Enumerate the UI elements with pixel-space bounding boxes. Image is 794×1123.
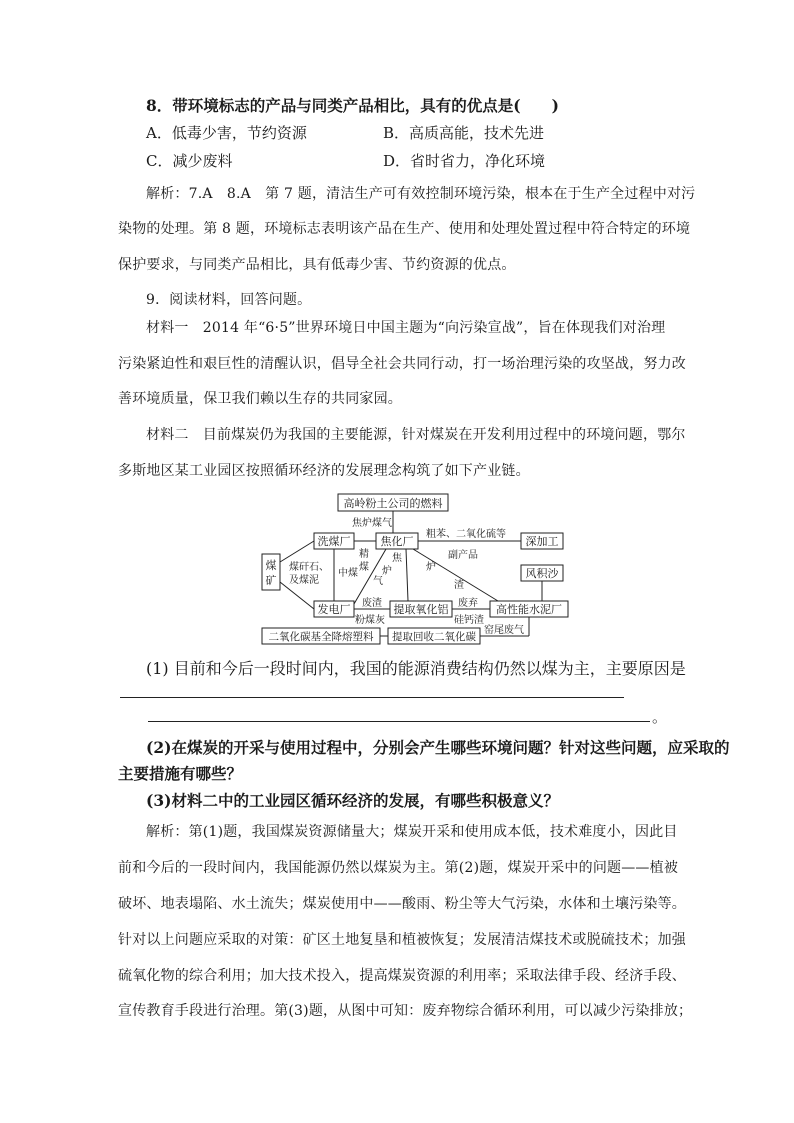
label-zha: 渣 bbox=[454, 580, 464, 591]
material-two-line: 材料二 目前煤炭仍为我国的主要能源，针对煤炭在开发利用过程中的环境问题，鄂尔 bbox=[146, 427, 686, 443]
analysis-line: 解析：第(1)题，我国煤炭资源储量大；煤炭开采和使用成本低，技术难度小，因此目 bbox=[146, 824, 678, 840]
label-coke-oven-gas: 焦炉煤气 bbox=[352, 518, 392, 529]
label-middle-coal: 中煤 bbox=[338, 568, 358, 579]
box-power-plant bbox=[314, 601, 354, 617]
label-waste-slag: 废渣 bbox=[362, 598, 382, 609]
box-co2-recovery bbox=[388, 628, 480, 644]
label-fuchanpin: 副产品 bbox=[448, 550, 478, 561]
q9-part3-stem: (3)材料二中的工业园区循环经济的发展，有哪些积极意义？ bbox=[146, 791, 559, 810]
svg-text:煤: 煤 bbox=[265, 559, 277, 572]
box-wind-sand bbox=[521, 565, 563, 581]
box-coal-mine bbox=[262, 554, 280, 590]
q8-stem: 8．带环境标志的产品与同类产品相比，具有的优点是( ) bbox=[146, 96, 559, 115]
box-deep-processing bbox=[521, 533, 563, 549]
answer-blank-line[interactable] bbox=[120, 697, 624, 698]
label-jiao: 焦 bbox=[392, 553, 402, 564]
material-two-line: 多斯地区某工业园区按照循环经济的发展理念构筑了如下产业链。 bbox=[118, 463, 530, 479]
svg-text:提取氧化铝: 提取氧化铝 bbox=[393, 603, 449, 616]
svg-text:焦化厂: 焦化厂 bbox=[380, 535, 414, 548]
q9-stem: 9．阅读材料，回答问题。 bbox=[146, 292, 312, 308]
industrial-chain-diagram bbox=[258, 492, 578, 648]
box-coal-washing-plant bbox=[314, 533, 354, 549]
q8-option-d: D．省时省力，净化环境 bbox=[383, 152, 546, 170]
q8-option-c: C．减少废料 bbox=[146, 152, 233, 170]
box-degradable-plastic bbox=[262, 628, 380, 644]
analysis-line: 保护要求，与同类产品相比，具有低毒少害、节约资源的优点。 bbox=[118, 257, 516, 273]
label-kiln-tail-gas: 窑尾废气 bbox=[484, 625, 524, 636]
analysis-line: 解析：7.A 8.A 第 7 题，清洁生产可有效控制环境污染，根本在于生产全过程中对污 bbox=[146, 186, 696, 202]
material-one-line: 材料一 2014 年“6·5”世界环境日中国主题为“向污染宣战”，旨在体现我们对治理 bbox=[146, 320, 666, 336]
label-mei: 煤 bbox=[359, 562, 369, 573]
label-discard: 废弃 bbox=[458, 598, 478, 609]
svg-text:高岭粉土公司的燃料: 高岭粉土公司的燃料 bbox=[343, 497, 443, 510]
label-gangue-mud: 及煤泥 bbox=[289, 575, 319, 586]
label-lu-left: 炉 bbox=[382, 566, 392, 577]
analysis-line: 前和今后的一段时间内，我国能源仍然以煤炭为主。第(2)题，煤炭开采中的问题——植被 bbox=[118, 860, 679, 876]
svg-text:高性能水泥厂: 高性能水泥厂 bbox=[496, 603, 562, 616]
q9-part2-line: (2)在煤炭的开采与使用过程中，分别会产生哪些环境问题？针对这些问题，应采取的 bbox=[146, 738, 730, 757]
svg-text:深加工: 深加工 bbox=[525, 535, 559, 548]
label-gangue: 煤矸石、 bbox=[289, 562, 329, 573]
box-cement-plant bbox=[490, 601, 568, 617]
q9-part1-stem: (1) 目前和今后一段时间内，我国的能源消费结构仍然以煤为主，主要原因是 bbox=[146, 659, 686, 678]
q8-option-a: A．低毒少害，节约资源 bbox=[146, 124, 307, 142]
analysis-line: 针对以上问题应采取的对策：矿区土地复垦和植被恢复；发展清洁煤技术或脱硫技术；加强 bbox=[118, 932, 686, 948]
box-top-fuel bbox=[338, 494, 448, 511]
answer-blank-line[interactable] bbox=[148, 721, 650, 722]
q9-part2-line: 主要措施有哪些？ bbox=[118, 764, 243, 783]
svg-text:提取回收二氧化碳: 提取回收二氧化碳 bbox=[392, 631, 476, 643]
svg-text:风积沙: 风积沙 bbox=[525, 567, 559, 580]
analysis-line: 染物的处理。第 8 题，环境标志表明该产品在生产、使用和处理处置过程中符合特定的环境 bbox=[118, 221, 691, 237]
material-one-line: 善环境质量，保卫我们赖以生存的共同家园。 bbox=[118, 391, 402, 407]
svg-text:洗煤厂: 洗煤厂 bbox=[317, 535, 351, 548]
analysis-line: 宣传教育手段进行治理。第(3)题，从图中可知：废弃物综合循环利用，可以减少污染排放； bbox=[118, 1003, 693, 1019]
svg-text:发电厂: 发电厂 bbox=[317, 603, 351, 616]
material-one-line: 污染紧迫性和艰巨性的清醒认识，倡导全社会共同行动，打一场治理污染的攻坚战，努力改 bbox=[118, 356, 686, 372]
label-jing: 精 bbox=[359, 549, 369, 560]
box-alumina-extraction bbox=[390, 601, 452, 617]
q8-option-b: B．高质高能，技术先进 bbox=[383, 124, 545, 142]
label-silicocalcium-slag: 硅钙渣 bbox=[454, 615, 484, 626]
box-coking-plant bbox=[376, 533, 418, 549]
analysis-line: 硫氧化物的综合利用；加大技术投入，提高煤炭资源的利用率；采取法律手段、经济手段、 bbox=[118, 968, 686, 984]
label-fly-ash: 粉煤灰 bbox=[355, 615, 385, 626]
analysis-line: 破坏、地表塌陷、水土流失；煤炭使用中——酸雨、粉尘等大气污染，水体和土壤污染等。 bbox=[118, 896, 686, 912]
q9-part1-period: 。 bbox=[652, 708, 668, 726]
label-byproducts: 粗苯、二氧化硫等 bbox=[426, 529, 506, 540]
label-qi: 气 bbox=[373, 576, 383, 587]
label-lu-right: 炉 bbox=[426, 562, 436, 573]
svg-text:二氧化碳基全降熔塑料: 二氧化碳基全降熔塑料 bbox=[268, 631, 374, 643]
svg-text:矿: 矿 bbox=[265, 574, 277, 587]
